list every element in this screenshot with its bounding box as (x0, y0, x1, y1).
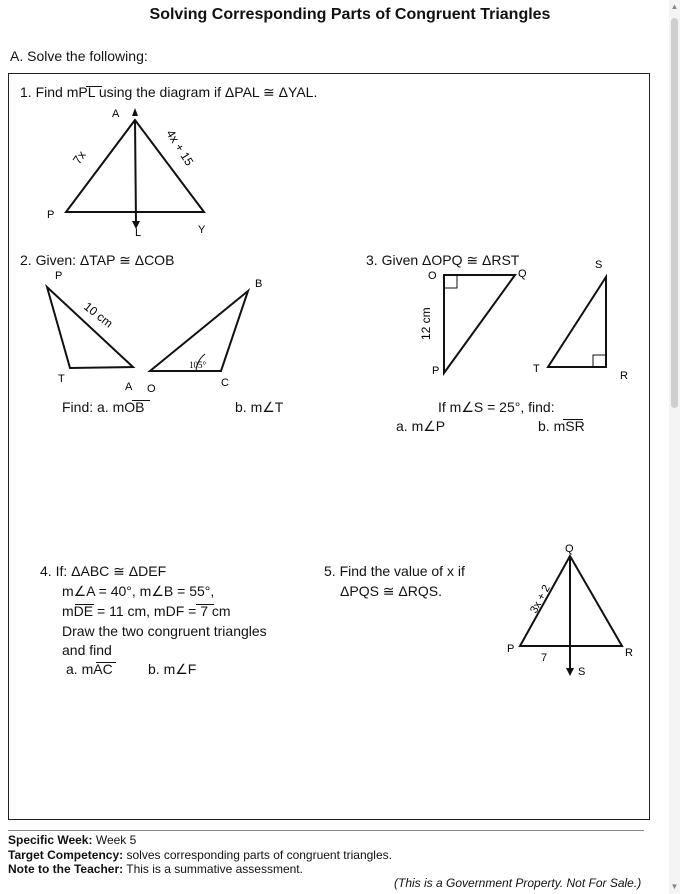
q3-label-r: R (620, 370, 628, 382)
q5-base-label: 7 (541, 652, 548, 664)
footer-week-label: Specific Week: (8, 833, 93, 847)
q1-label-a: A (112, 108, 120, 120)
footer-week (8, 833, 136, 847)
q4-line4: Draw the two congruent triangles (62, 623, 267, 639)
q1-side-left: 7x (69, 148, 89, 167)
footer-note (8, 862, 303, 876)
q2-triangle-cob (150, 291, 248, 371)
q4-line1: 4. If: ΔABC ≅ ΔDEF (40, 563, 167, 579)
scroll-down-icon[interactable]: ▼ (670, 882, 679, 891)
q2-label-p: P (55, 270, 63, 282)
q2-find-a: Find: a. mOB (62, 399, 145, 415)
q2-label-a: A (125, 381, 133, 393)
q1-label-y: Y (198, 224, 206, 236)
footer-week-value: Week 5 (95, 833, 137, 847)
q5-arrow-down (566, 668, 574, 676)
footer-competency-label: Target Competency: (8, 848, 124, 862)
q5-line2: ΔPQS ≅ ΔRQS. (340, 583, 443, 599)
q5-label-r: R (625, 647, 633, 659)
q3-label-p: P (432, 365, 440, 377)
q2-find-b: b. m∠T (235, 399, 284, 415)
q4-line3: mDE = 11 cm, mDF = 7 cm (62, 603, 231, 619)
footer-note-value: This is a summative assessment. (126, 862, 303, 876)
footer-property: (This is a Government Property. Not For Sale.) (394, 876, 642, 890)
q5-label-p: P (507, 643, 515, 655)
q3-given: 3. Given ΔOPQ ≅ ΔRST (366, 252, 520, 268)
q5-label-q: Q (565, 543, 574, 555)
q4-line5: and find (62, 642, 112, 658)
q3-triangle-rst (548, 277, 606, 367)
q2-label-t: T (58, 373, 65, 385)
scroll-up-icon[interactable]: ▲ (670, 2, 679, 11)
footer-note-label: Note to the Teacher: (8, 862, 124, 876)
q1-arrow-up (132, 108, 138, 116)
q2-label-c: C (221, 377, 229, 389)
q5-line1: 5. Find the value of x if (324, 563, 465, 579)
q4-find-a: a. mAC (66, 661, 113, 677)
scrollbar-thumb[interactable] (671, 18, 678, 408)
q3-find-a: a. m∠P (396, 418, 446, 434)
footer-divider (8, 830, 644, 831)
q2-label-o: O (147, 383, 156, 395)
q4-line2: m∠A = 40°, m∠B = 55°, (62, 583, 215, 599)
q1-label-p: P (47, 209, 55, 221)
q4-find-b: b. m∠F (148, 661, 197, 677)
q3-condition: If m∠S = 25°, find: (438, 399, 555, 415)
q1-triangle (66, 120, 204, 224)
q3-side-label: 12 cm (419, 307, 433, 340)
q3-find-b: b. mSR (538, 418, 585, 434)
q3-triangle-opq (444, 275, 515, 373)
q1-label-l: L (135, 227, 142, 239)
page-title: Solving Corresponding Parts of Congruent Triangles (149, 6, 551, 23)
q3-label-t: T (533, 363, 540, 375)
q2-given: 2. Given: ΔTAP ≅ ΔCOB (20, 252, 175, 268)
footer-competency (8, 848, 392, 862)
q1-prompt: 1. Find mPL using the diagram if ΔPAL ≅ ΔYAL. (20, 84, 318, 100)
q2-label-b: B (255, 278, 263, 290)
q3-label-o: O (428, 270, 437, 282)
q2-side-label: 10 cm (81, 299, 116, 331)
q3-label-s: S (595, 259, 603, 271)
q3-label-q: Q (518, 268, 527, 280)
q5-label-s: S (578, 666, 586, 678)
q5-side-label: 3x + 2 (528, 583, 553, 616)
q2-angle-label: 105° (189, 360, 207, 370)
q1-side-right: 4x + 15 (163, 127, 197, 169)
footer-competency-value: solves corresponding parts of congruent triangles. (126, 848, 392, 862)
section-heading: A. Solve the following: (10, 48, 148, 64)
